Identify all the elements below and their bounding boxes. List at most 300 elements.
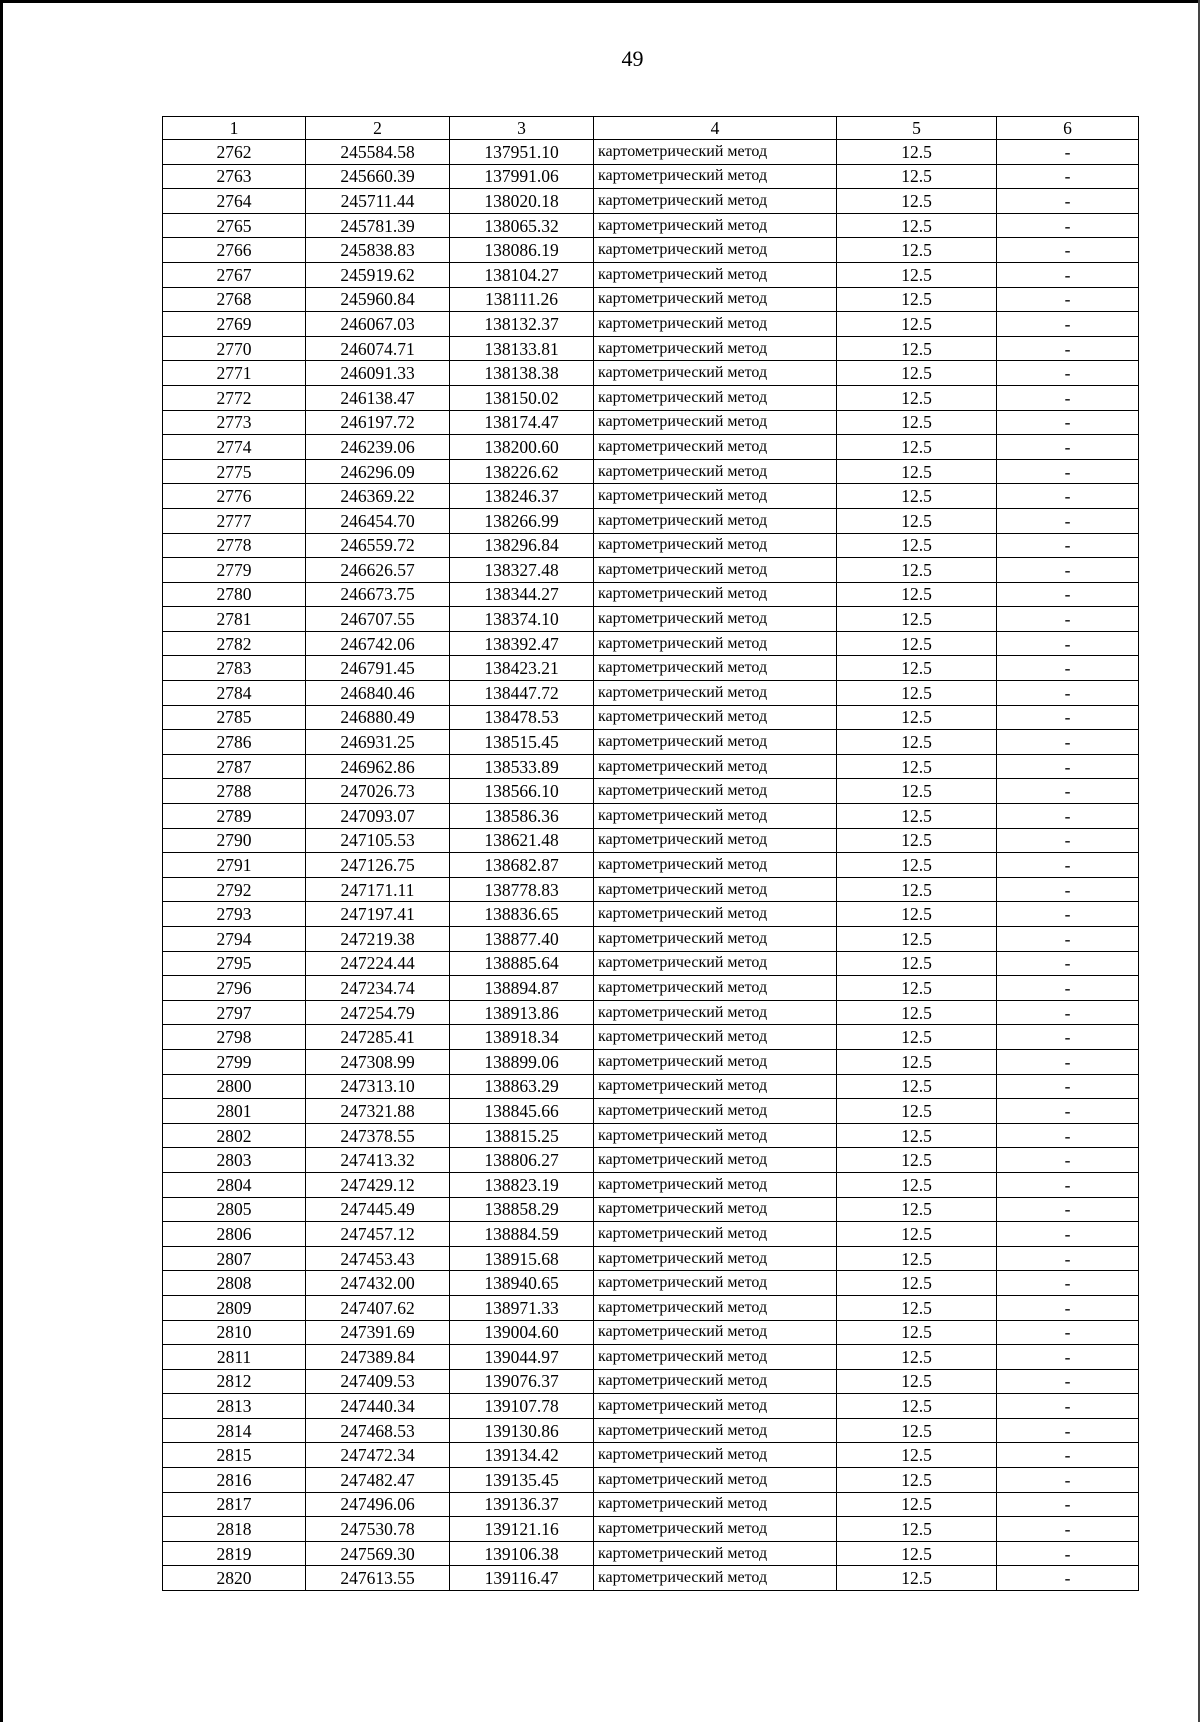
note-cell: -: [997, 705, 1139, 730]
x-coordinate-cell: 247468.53: [306, 1418, 450, 1443]
method-cell: картометрический метод: [594, 1418, 837, 1443]
x-coordinate-cell: 247429.12: [306, 1172, 450, 1197]
y-coordinate-cell: 138296.84: [450, 533, 594, 558]
x-coordinate-cell: 247105.53: [306, 828, 450, 853]
accuracy-cell: 12.5: [837, 533, 997, 558]
y-coordinate-cell: 138884.59: [450, 1222, 594, 1247]
y-coordinate-cell: 138940.65: [450, 1271, 594, 1296]
method-cell: картометрический метод: [594, 1394, 837, 1419]
table-row: [163, 1295, 1139, 1320]
note-cell: -: [997, 927, 1139, 952]
method-cell: картометрический метод: [594, 262, 837, 287]
x-coordinate-cell: 247482.47: [306, 1468, 450, 1493]
y-coordinate-cell: 139136.37: [450, 1492, 594, 1517]
accuracy-cell: 12.5: [837, 1025, 997, 1050]
point-number-cell: 2794: [163, 927, 306, 952]
note-cell: -: [997, 1197, 1139, 1222]
method-cell: картометрический метод: [594, 1492, 837, 1517]
table-row: [163, 1566, 1139, 1591]
table-row: [163, 213, 1139, 238]
method-cell: картометрический метод: [594, 312, 837, 337]
x-coordinate-cell: 246091.33: [306, 361, 450, 386]
method-cell: картометрический метод: [594, 1246, 837, 1271]
x-coordinate-cell: 247530.78: [306, 1517, 450, 1542]
method-cell: картометрический метод: [594, 1517, 837, 1542]
x-coordinate-cell: 247391.69: [306, 1320, 450, 1345]
accuracy-cell: 12.5: [837, 1148, 997, 1173]
point-number-cell: 2777: [163, 508, 306, 533]
table-row: [163, 1517, 1139, 1542]
table-row: [163, 877, 1139, 902]
note-cell: -: [997, 754, 1139, 779]
accuracy-cell: 12.5: [837, 238, 997, 263]
note-cell: -: [997, 853, 1139, 878]
point-number-cell: 2809: [163, 1295, 306, 1320]
y-coordinate-cell: 137951.10: [450, 140, 594, 165]
point-number-cell: 2791: [163, 853, 306, 878]
accuracy-cell: 12.5: [837, 804, 997, 829]
point-number-cell: 2800: [163, 1074, 306, 1099]
note-cell: -: [997, 189, 1139, 214]
x-coordinate-cell: 246962.86: [306, 754, 450, 779]
table-row: [163, 804, 1139, 829]
y-coordinate-cell: 138894.87: [450, 976, 594, 1001]
method-cell: картометрический метод: [594, 1123, 837, 1148]
note-cell: -: [997, 877, 1139, 902]
note-cell: -: [997, 828, 1139, 853]
table-row: [163, 238, 1139, 263]
table-row: [163, 262, 1139, 287]
point-number-cell: 2786: [163, 730, 306, 755]
point-number-cell: 2772: [163, 385, 306, 410]
column-header-2: 2: [306, 117, 450, 140]
point-number-cell: 2814: [163, 1418, 306, 1443]
accuracy-cell: 12.5: [837, 140, 997, 165]
table-row: [163, 435, 1139, 460]
x-coordinate-cell: 247313.10: [306, 1074, 450, 1099]
note-cell: -: [997, 1049, 1139, 1074]
accuracy-cell: 12.5: [837, 213, 997, 238]
table-row: [163, 1197, 1139, 1222]
x-coordinate-cell: 246239.06: [306, 435, 450, 460]
x-coordinate-cell: 247171.11: [306, 877, 450, 902]
point-number-cell: 2789: [163, 804, 306, 829]
coordinates-table: [162, 116, 1139, 1591]
accuracy-cell: 12.5: [837, 287, 997, 312]
accuracy-cell: 12.5: [837, 705, 997, 730]
table-header: [163, 117, 1139, 140]
note-cell: -: [997, 1074, 1139, 1099]
method-cell: картометрический метод: [594, 1541, 837, 1566]
point-number-cell: 2774: [163, 435, 306, 460]
method-cell: картометрический метод: [594, 1025, 837, 1050]
accuracy-cell: 12.5: [837, 951, 997, 976]
accuracy-cell: 12.5: [837, 927, 997, 952]
note-cell: -: [997, 1320, 1139, 1345]
note-cell: -: [997, 1394, 1139, 1419]
x-coordinate-cell: 246673.75: [306, 582, 450, 607]
point-number-cell: 2804: [163, 1172, 306, 1197]
y-coordinate-cell: 138858.29: [450, 1197, 594, 1222]
y-coordinate-cell: 138423.21: [450, 656, 594, 681]
y-coordinate-cell: 138374.10: [450, 607, 594, 632]
y-coordinate-cell: 138913.86: [450, 1000, 594, 1025]
table-row: [163, 385, 1139, 410]
x-coordinate-cell: 246197.72: [306, 410, 450, 435]
y-coordinate-cell: 138885.64: [450, 951, 594, 976]
note-cell: -: [997, 1246, 1139, 1271]
method-cell: картометрический метод: [594, 582, 837, 607]
method-cell: картометрический метод: [594, 1197, 837, 1222]
y-coordinate-cell: 138344.27: [450, 582, 594, 607]
point-number-cell: 2798: [163, 1025, 306, 1050]
x-coordinate-cell: 247224.44: [306, 951, 450, 976]
point-number-cell: 2763: [163, 164, 306, 189]
accuracy-cell: 12.5: [837, 902, 997, 927]
y-coordinate-cell: 138226.62: [450, 459, 594, 484]
column-header-6: 6: [997, 117, 1139, 140]
x-coordinate-cell: 246138.47: [306, 385, 450, 410]
accuracy-cell: 12.5: [837, 754, 997, 779]
point-number-cell: 2778: [163, 533, 306, 558]
x-coordinate-cell: 247219.38: [306, 927, 450, 952]
y-coordinate-cell: 138806.27: [450, 1148, 594, 1173]
accuracy-cell: 12.5: [837, 1271, 997, 1296]
y-coordinate-cell: 138104.27: [450, 262, 594, 287]
method-cell: картометрический метод: [594, 1320, 837, 1345]
point-number-cell: 2788: [163, 779, 306, 804]
y-coordinate-cell: 139107.78: [450, 1394, 594, 1419]
table-row: [163, 459, 1139, 484]
method-cell: картометрический метод: [594, 1369, 837, 1394]
x-coordinate-cell: 245660.39: [306, 164, 450, 189]
method-cell: картометрический метод: [594, 1566, 837, 1591]
note-cell: -: [997, 238, 1139, 263]
y-coordinate-cell: 138447.72: [450, 681, 594, 706]
y-coordinate-cell: 138682.87: [450, 853, 594, 878]
x-coordinate-cell: 246074.71: [306, 336, 450, 361]
x-coordinate-cell: 247453.43: [306, 1246, 450, 1271]
note-cell: -: [997, 410, 1139, 435]
table-row: [163, 287, 1139, 312]
point-number-cell: 2783: [163, 656, 306, 681]
point-number-cell: 2762: [163, 140, 306, 165]
y-coordinate-cell: 138877.40: [450, 927, 594, 952]
point-number-cell: 2768: [163, 287, 306, 312]
point-number-cell: 2771: [163, 361, 306, 386]
note-cell: -: [997, 1099, 1139, 1124]
point-number-cell: 2775: [163, 459, 306, 484]
note-cell: -: [997, 976, 1139, 1001]
method-cell: картометрический метод: [594, 361, 837, 386]
accuracy-cell: 12.5: [837, 1246, 997, 1271]
x-coordinate-cell: 246626.57: [306, 558, 450, 583]
x-coordinate-cell: 246296.09: [306, 459, 450, 484]
method-cell: картометрический метод: [594, 853, 837, 878]
x-coordinate-cell: 247285.41: [306, 1025, 450, 1050]
x-coordinate-cell: 247569.30: [306, 1541, 450, 1566]
table-row: [163, 410, 1139, 435]
note-cell: -: [997, 804, 1139, 829]
y-coordinate-cell: 138133.81: [450, 336, 594, 361]
point-number-cell: 2785: [163, 705, 306, 730]
accuracy-cell: 12.5: [837, 730, 997, 755]
scan-border-top: [0, 0, 1200, 3]
point-number-cell: 2811: [163, 1345, 306, 1370]
accuracy-cell: 12.5: [837, 1320, 997, 1345]
table-row: [163, 1541, 1139, 1566]
accuracy-cell: 12.5: [837, 1000, 997, 1025]
y-coordinate-cell: 138392.47: [450, 631, 594, 656]
method-cell: картометрический метод: [594, 238, 837, 263]
point-number-cell: 2773: [163, 410, 306, 435]
accuracy-cell: 12.5: [837, 1074, 997, 1099]
note-cell: -: [997, 1271, 1139, 1296]
x-coordinate-cell: 247389.84: [306, 1345, 450, 1370]
y-coordinate-cell: 138918.34: [450, 1025, 594, 1050]
accuracy-cell: 12.5: [837, 656, 997, 681]
method-cell: картометрический метод: [594, 754, 837, 779]
column-header-5: 5: [837, 117, 997, 140]
table-row: [163, 976, 1139, 1001]
scan-border-left: [0, 0, 3, 1722]
accuracy-cell: 12.5: [837, 385, 997, 410]
method-cell: картометрический метод: [594, 804, 837, 829]
accuracy-cell: 12.5: [837, 681, 997, 706]
point-number-cell: 2815: [163, 1443, 306, 1468]
y-coordinate-cell: 139004.60: [450, 1320, 594, 1345]
accuracy-cell: 12.5: [837, 1418, 997, 1443]
method-cell: картометрический метод: [594, 508, 837, 533]
accuracy-cell: 12.5: [837, 410, 997, 435]
note-cell: -: [997, 1418, 1139, 1443]
accuracy-cell: 12.5: [837, 1172, 997, 1197]
note-cell: -: [997, 361, 1139, 386]
table-row: [163, 1148, 1139, 1173]
y-coordinate-cell: 138863.29: [450, 1074, 594, 1099]
point-number-cell: 2805: [163, 1197, 306, 1222]
y-coordinate-cell: 138823.19: [450, 1172, 594, 1197]
method-cell: картометрический метод: [594, 828, 837, 853]
method-cell: картометрический метод: [594, 877, 837, 902]
method-cell: картометрический метод: [594, 385, 837, 410]
note-cell: -: [997, 631, 1139, 656]
x-coordinate-cell: 247457.12: [306, 1222, 450, 1247]
method-cell: картометрический метод: [594, 656, 837, 681]
table-row: [163, 1271, 1139, 1296]
x-coordinate-cell: 247413.32: [306, 1148, 450, 1173]
y-coordinate-cell: 138111.26: [450, 287, 594, 312]
note-cell: -: [997, 1148, 1139, 1173]
accuracy-cell: 12.5: [837, 1394, 997, 1419]
x-coordinate-cell: 247409.53: [306, 1369, 450, 1394]
method-cell: картометрический метод: [594, 681, 837, 706]
x-coordinate-cell: 247093.07: [306, 804, 450, 829]
table-row: [163, 1222, 1139, 1247]
table-row: [163, 779, 1139, 804]
x-coordinate-cell: 247254.79: [306, 1000, 450, 1025]
accuracy-cell: 12.5: [837, 582, 997, 607]
point-number-cell: 2787: [163, 754, 306, 779]
x-coordinate-cell: 247197.41: [306, 902, 450, 927]
note-cell: -: [997, 1443, 1139, 1468]
point-number-cell: 2781: [163, 607, 306, 632]
x-coordinate-cell: 247445.49: [306, 1197, 450, 1222]
accuracy-cell: 12.5: [837, 1492, 997, 1517]
point-number-cell: 2776: [163, 484, 306, 509]
point-number-cell: 2801: [163, 1099, 306, 1124]
point-number-cell: 2792: [163, 877, 306, 902]
x-coordinate-cell: 245960.84: [306, 287, 450, 312]
y-coordinate-cell: 138200.60: [450, 435, 594, 460]
table-row: [163, 336, 1139, 361]
x-coordinate-cell: 245838.83: [306, 238, 450, 263]
point-number-cell: 2816: [163, 1468, 306, 1493]
header-row: [163, 117, 1139, 140]
table-row: [163, 1418, 1139, 1443]
point-number-cell: 2807: [163, 1246, 306, 1271]
column-header-3: 3: [450, 117, 594, 140]
note-cell: -: [997, 951, 1139, 976]
method-cell: картометрический метод: [594, 484, 837, 509]
accuracy-cell: 12.5: [837, 189, 997, 214]
y-coordinate-cell: 138020.18: [450, 189, 594, 214]
table-row: [163, 607, 1139, 632]
point-number-cell: 2795: [163, 951, 306, 976]
point-number-cell: 2808: [163, 1271, 306, 1296]
x-coordinate-cell: 247378.55: [306, 1123, 450, 1148]
accuracy-cell: 12.5: [837, 976, 997, 1001]
x-coordinate-cell: 247432.00: [306, 1271, 450, 1296]
accuracy-cell: 12.5: [837, 1295, 997, 1320]
table-row: [163, 582, 1139, 607]
point-number-cell: 2764: [163, 189, 306, 214]
table-row: [163, 1074, 1139, 1099]
method-cell: картометрический метод: [594, 459, 837, 484]
method-cell: картометрический метод: [594, 927, 837, 952]
accuracy-cell: 12.5: [837, 631, 997, 656]
method-cell: картометрический метод: [594, 1172, 837, 1197]
method-cell: картометрический метод: [594, 336, 837, 361]
point-number-cell: 2779: [163, 558, 306, 583]
note-cell: -: [997, 607, 1139, 632]
point-number-cell: 2782: [163, 631, 306, 656]
note-cell: -: [997, 1492, 1139, 1517]
table-row: [163, 312, 1139, 337]
note-cell: -: [997, 140, 1139, 165]
note-cell: -: [997, 1000, 1139, 1025]
note-cell: -: [997, 558, 1139, 583]
table-row: [163, 631, 1139, 656]
accuracy-cell: 12.5: [837, 1468, 997, 1493]
y-coordinate-cell: 138086.19: [450, 238, 594, 263]
note-cell: -: [997, 336, 1139, 361]
note-cell: -: [997, 1172, 1139, 1197]
point-number-cell: 2769: [163, 312, 306, 337]
x-coordinate-cell: 247440.34: [306, 1394, 450, 1419]
table-row: [163, 1369, 1139, 1394]
method-cell: картометрический метод: [594, 730, 837, 755]
accuracy-cell: 12.5: [837, 164, 997, 189]
accuracy-cell: 12.5: [837, 1345, 997, 1370]
x-coordinate-cell: 247308.99: [306, 1049, 450, 1074]
table-row: [163, 1320, 1139, 1345]
table-row: [163, 1025, 1139, 1050]
table-row: [163, 140, 1139, 165]
note-cell: -: [997, 1517, 1139, 1542]
note-cell: -: [997, 656, 1139, 681]
x-coordinate-cell: 247496.06: [306, 1492, 450, 1517]
method-cell: картометрический метод: [594, 1443, 837, 1468]
table-row: [163, 754, 1139, 779]
note-cell: -: [997, 1295, 1139, 1320]
x-coordinate-cell: 246559.72: [306, 533, 450, 558]
note-cell: -: [997, 582, 1139, 607]
y-coordinate-cell: 139121.16: [450, 1517, 594, 1542]
x-coordinate-cell: 246707.55: [306, 607, 450, 632]
x-coordinate-cell: 247472.34: [306, 1443, 450, 1468]
point-number-cell: 2796: [163, 976, 306, 1001]
y-coordinate-cell: 138132.37: [450, 312, 594, 337]
note-cell: -: [997, 1025, 1139, 1050]
note-cell: -: [997, 508, 1139, 533]
method-cell: картометрический метод: [594, 164, 837, 189]
accuracy-cell: 12.5: [837, 361, 997, 386]
point-number-cell: 2813: [163, 1394, 306, 1419]
y-coordinate-cell: 138586.36: [450, 804, 594, 829]
note-cell: -: [997, 312, 1139, 337]
y-coordinate-cell: 139135.45: [450, 1468, 594, 1493]
table-row: [163, 1443, 1139, 1468]
x-coordinate-cell: 246742.06: [306, 631, 450, 656]
table-row: [163, 1468, 1139, 1493]
y-coordinate-cell: 138138.38: [450, 361, 594, 386]
point-number-cell: 2780: [163, 582, 306, 607]
accuracy-cell: 12.5: [837, 1443, 997, 1468]
y-coordinate-cell: 139076.37: [450, 1369, 594, 1394]
x-coordinate-cell: 247026.73: [306, 779, 450, 804]
x-coordinate-cell: 246931.25: [306, 730, 450, 755]
table-row: [163, 1345, 1139, 1370]
table-row: [163, 189, 1139, 214]
column-header-4: 4: [594, 117, 837, 140]
accuracy-cell: 12.5: [837, 435, 997, 460]
method-cell: картометрический метод: [594, 287, 837, 312]
table-row: [163, 1123, 1139, 1148]
y-coordinate-cell: 139106.38: [450, 1541, 594, 1566]
method-cell: картометрический метод: [594, 976, 837, 1001]
x-coordinate-cell: 247407.62: [306, 1295, 450, 1320]
table-row: [163, 164, 1139, 189]
x-coordinate-cell: 247321.88: [306, 1099, 450, 1124]
accuracy-cell: 12.5: [837, 853, 997, 878]
table-row: [163, 951, 1139, 976]
table-row: [163, 681, 1139, 706]
method-cell: картометрический метод: [594, 1222, 837, 1247]
table-row: [163, 508, 1139, 533]
method-cell: картометрический метод: [594, 1148, 837, 1173]
accuracy-cell: 12.5: [837, 779, 997, 804]
table-row: [163, 1099, 1139, 1124]
table-row: [163, 1049, 1139, 1074]
note-cell: -: [997, 902, 1139, 927]
method-cell: картометрический метод: [594, 1074, 837, 1099]
note-cell: -: [997, 779, 1139, 804]
point-number-cell: 2812: [163, 1369, 306, 1394]
point-number-cell: 2799: [163, 1049, 306, 1074]
accuracy-cell: 12.5: [837, 558, 997, 583]
x-coordinate-cell: 246840.46: [306, 681, 450, 706]
